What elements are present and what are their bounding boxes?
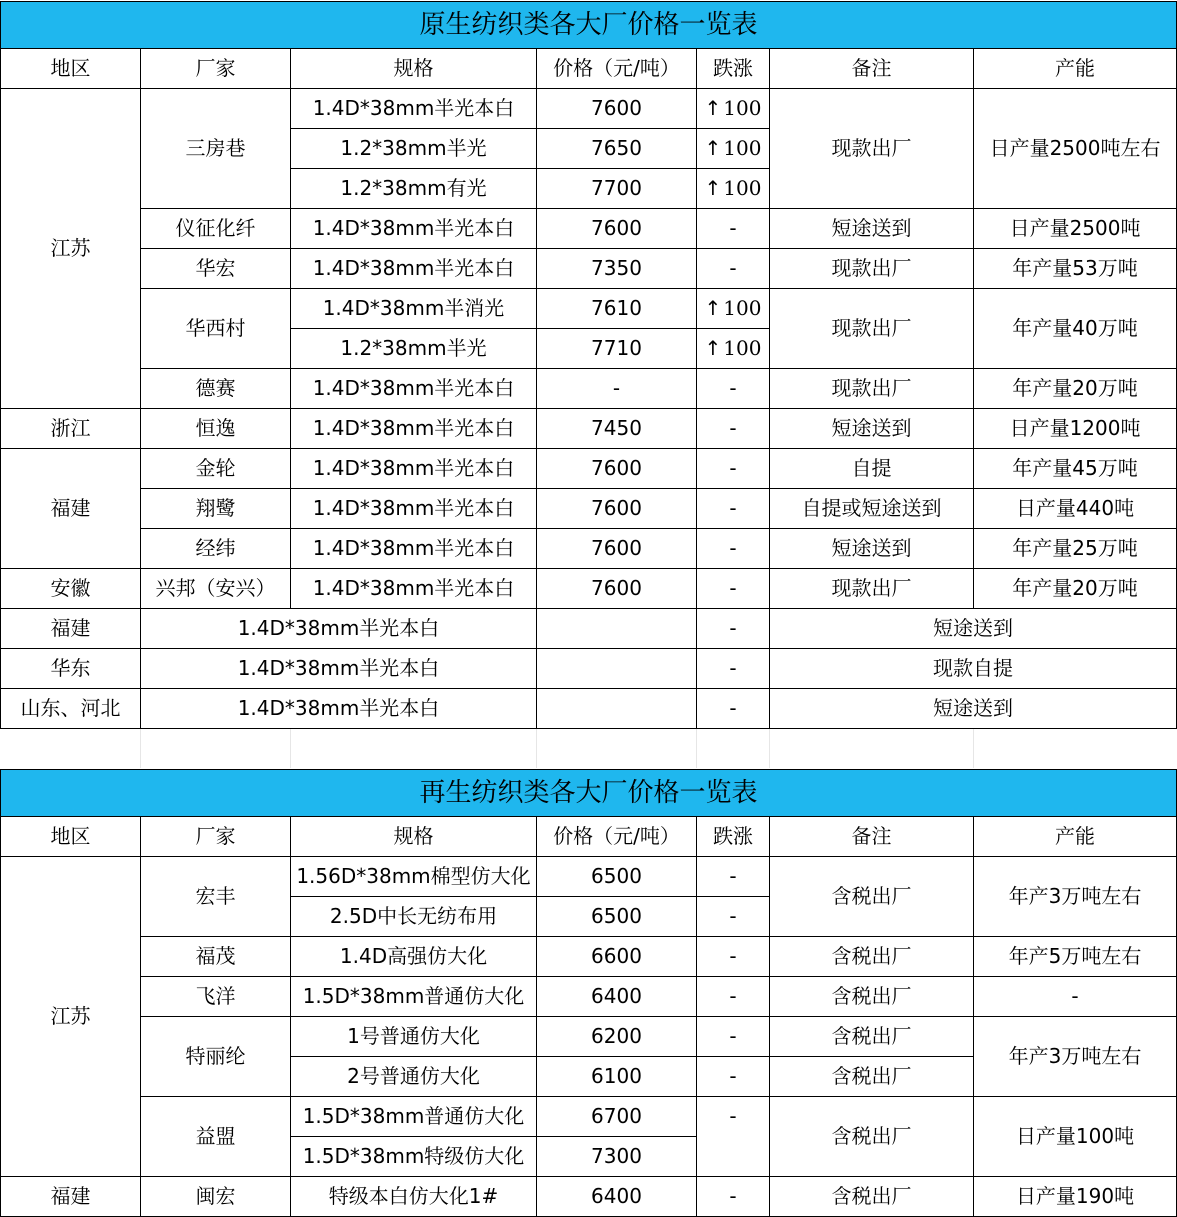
up-arrow-icon: ↑ — [704, 96, 722, 120]
price-cell: 6400 — [537, 977, 697, 1017]
remark-cell: 含税出厂 — [770, 1017, 974, 1057]
spec-cell: 1号普通仿大化 — [291, 1017, 537, 1057]
remark-cell: 含税出厂 — [770, 1097, 974, 1177]
price-cell: 6100 — [537, 1057, 697, 1097]
price-cell — [537, 689, 697, 729]
remark-cell: 现款出厂 — [770, 289, 974, 369]
table-row — [1, 249, 1177, 289]
spec-cell: 1.4D*38mm半消光 — [291, 289, 537, 329]
price-cell — [537, 609, 697, 649]
gridline — [769, 729, 770, 768]
price-cell: 7600 — [537, 489, 697, 529]
table-row — [1, 857, 1177, 897]
change-cell: ↑ 100 — [697, 129, 770, 169]
change-cell: - — [697, 529, 770, 569]
capacity-cell: 日产量440吨 — [974, 489, 1177, 529]
remark-cell: 含税出厂 — [770, 977, 974, 1017]
remark-cell: 现款自提 — [770, 649, 1177, 689]
spec-cell: 1.4D*38mm半光本白 — [141, 689, 537, 729]
spec-cell: 1.4D*38mm半光本白 — [291, 249, 537, 289]
change-cell: ↑ 100 — [697, 329, 770, 369]
price-cell: 7650 — [537, 129, 697, 169]
factory-cell: 华西村 — [141, 289, 291, 369]
capacity-cell: 年产量20万吨 — [974, 369, 1177, 409]
capacity-cell: 年产5万吨左右 — [974, 937, 1177, 977]
table-row — [1, 449, 1177, 489]
region-cell: 江苏 — [1, 89, 141, 409]
price-cell: 7600 — [537, 529, 697, 569]
spec-cell: 1.4D*38mm半光本白 — [291, 489, 537, 529]
factory-cell: 仪征化纤 — [141, 209, 291, 249]
up-arrow-icon: ↑ — [704, 336, 722, 360]
factory-cell: 经纬 — [141, 529, 291, 569]
region-cell: 福建 — [1, 449, 141, 569]
gridline — [290, 729, 291, 768]
factory-cell: 德赛 — [141, 369, 291, 409]
remark-cell: 含税出厂 — [770, 937, 974, 977]
change-cell: ↑ 100 — [697, 169, 770, 209]
price-cell: 7710 — [537, 329, 697, 369]
remark-cell: 现款出厂 — [770, 569, 974, 609]
price-cell: 6500 — [537, 897, 697, 937]
gridline — [140, 729, 141, 768]
price-cell: 6600 — [537, 937, 697, 977]
capacity-cell: 日产量1200吨 — [974, 409, 1177, 449]
factory-cell: 飞洋 — [141, 977, 291, 1017]
factory-cell: 华宏 — [141, 249, 291, 289]
change-cell: - — [697, 609, 770, 649]
gridline — [536, 729, 537, 768]
remark-cell: 自提 — [770, 449, 974, 489]
spec-cell: 1.2*38mm有光 — [291, 169, 537, 209]
factory-cell: 翔鹭 — [141, 489, 291, 529]
header-price: 价格（元/吨） — [537, 49, 697, 89]
price-cell: 7600 — [537, 209, 697, 249]
factory-cell: 金轮 — [141, 449, 291, 489]
table-row — [1, 1097, 1177, 1137]
table-row — [1, 1017, 1177, 1057]
table-row — [1, 569, 1177, 609]
change-cell: - — [697, 977, 770, 1017]
price-cell: 6700 — [537, 1097, 697, 1137]
price-cell: 7600 — [537, 449, 697, 489]
change-cell: - — [697, 1017, 770, 1057]
factory-cell: 宏丰 — [141, 857, 291, 937]
factory-cell: 三房巷 — [141, 89, 291, 209]
remark-cell: 短途送到 — [770, 209, 974, 249]
change-cell: - — [697, 489, 770, 529]
spec-cell: 1.5D*38mm普通仿大化 — [291, 1097, 537, 1137]
header-change: 跌涨 — [697, 817, 770, 857]
remark-cell: 现款出厂 — [770, 89, 974, 209]
change-cell: - — [697, 649, 770, 689]
header-change: 跌涨 — [697, 49, 770, 89]
price-cell — [537, 649, 697, 689]
region-cell: 山东、河北 — [1, 689, 141, 729]
remark-cell: 含税出厂 — [770, 857, 974, 937]
up-arrow-icon: ↑ — [704, 136, 722, 160]
price-cell: 6500 — [537, 857, 697, 897]
remark-cell: 短途送到 — [770, 689, 1177, 729]
price-cell: 7350 — [537, 249, 697, 289]
spec-cell: 1.4D*38mm半光本白 — [291, 209, 537, 249]
table-row — [1, 649, 1177, 689]
header-remark: 备注 — [770, 817, 974, 857]
table-row — [1, 369, 1177, 409]
remark-cell: 短途送到 — [770, 609, 1177, 649]
change-cell: - — [697, 689, 770, 729]
spec-cell: 1.4D*38mm半光本白 — [291, 369, 537, 409]
header-row — [1, 49, 1177, 89]
table-row — [1, 689, 1177, 729]
header-remark: 备注 — [770, 49, 974, 89]
change-cell: - — [697, 569, 770, 609]
spec-cell: 1.4D*38mm半光本白 — [291, 89, 537, 129]
region-cell: 华东 — [1, 649, 141, 689]
raw-textile-price-table — [0, 1, 1177, 729]
capacity-cell: 日产量190吨 — [974, 1177, 1177, 1217]
remark-cell: 现款出厂 — [770, 249, 974, 289]
spec-cell: 1.4D*38mm半光本白 — [141, 649, 537, 689]
spec-cell: 1.4D*38mm半光本白 — [291, 449, 537, 489]
spec-cell: 1.4D*38mm半光本白 — [291, 529, 537, 569]
gridline — [696, 729, 697, 768]
header-spec: 规格 — [291, 817, 537, 857]
change-cell: - — [697, 369, 770, 409]
price-cell: 7610 — [537, 289, 697, 329]
change-cell: - — [697, 209, 770, 249]
change-cell: - — [697, 1097, 770, 1177]
up-arrow-icon: ↑ — [704, 176, 722, 200]
remark-cell: 含税出厂 — [770, 1177, 974, 1217]
change-cell: - — [697, 409, 770, 449]
factory-cell: 益盟 — [141, 1097, 291, 1177]
table-title: 再生纺织类各大厂价格一览表 — [1, 770, 1177, 817]
table-row — [1, 977, 1177, 1017]
capacity-cell: 年产3万吨左右 — [974, 857, 1177, 937]
factory-cell: 兴邦（安兴） — [141, 569, 291, 609]
region-cell: 江苏 — [1, 857, 141, 1177]
factory-cell: 闽宏 — [141, 1177, 291, 1217]
spec-cell: 2.5D中长无纺布用 — [291, 897, 537, 937]
change-cell: - — [697, 249, 770, 289]
table-row — [1, 89, 1177, 129]
price-cell: 7300 — [537, 1137, 697, 1177]
change-cell: - — [697, 449, 770, 489]
header-region: 地区 — [1, 817, 141, 857]
price-cell: 7600 — [537, 569, 697, 609]
region-cell: 福建 — [1, 609, 141, 649]
spec-cell: 特级本白仿大化1# — [291, 1177, 537, 1217]
price-cell: 7700 — [537, 169, 697, 209]
up-arrow-icon: ↑ — [704, 296, 722, 320]
header-capacity: 产能 — [974, 817, 1177, 857]
change-cell: ↑ 100 — [697, 289, 770, 329]
spec-cell: 2号普通仿大化 — [291, 1057, 537, 1097]
spec-cell: 1.5D*38mm特级仿大化 — [291, 1137, 537, 1177]
capacity-cell: 年产量40万吨 — [974, 289, 1177, 369]
header-region: 地区 — [1, 49, 141, 89]
header-spec: 规格 — [291, 49, 537, 89]
spec-cell: 1.2*38mm半光 — [291, 329, 537, 369]
remark-cell: 含税出厂 — [770, 1057, 974, 1097]
table-row — [1, 489, 1177, 529]
table-row — [1, 1177, 1177, 1217]
price-cell: 6200 — [537, 1017, 697, 1057]
table-row — [1, 529, 1177, 569]
spec-cell: 1.4D*38mm半光本白 — [291, 409, 537, 449]
table-title: 原生纺织类各大厂价格一览表 — [1, 2, 1177, 49]
capacity-cell: 日产量2500吨左右 — [974, 89, 1177, 209]
table-row — [1, 409, 1177, 449]
spec-cell: 1.2*38mm半光 — [291, 129, 537, 169]
recycled-textile-price-table — [0, 769, 1177, 1217]
change-cell: - — [697, 937, 770, 977]
change-cell: - — [697, 857, 770, 897]
region-cell: 安徽 — [1, 569, 141, 609]
capacity-cell: 年产量53万吨 — [974, 249, 1177, 289]
change-cell: - — [697, 897, 770, 937]
header-capacity: 产能 — [974, 49, 1177, 89]
spec-cell: 1.4D高强仿大化 — [291, 937, 537, 977]
remark-cell: 现款出厂 — [770, 369, 974, 409]
remark-cell: 短途送到 — [770, 409, 974, 449]
remark-cell: 短途送到 — [770, 529, 974, 569]
factory-cell: 福茂 — [141, 937, 291, 977]
factory-cell: 特丽纶 — [141, 1017, 291, 1097]
spec-cell: 1.5D*38mm普通仿大化 — [291, 977, 537, 1017]
table-row — [1, 937, 1177, 977]
table-row — [1, 609, 1177, 649]
capacity-cell: - — [974, 977, 1177, 1017]
price-cell: 7600 — [537, 89, 697, 129]
table-row — [1, 209, 1177, 249]
header-row — [1, 817, 1177, 857]
change-cell: - — [697, 1177, 770, 1217]
region-cell: 福建 — [1, 1177, 141, 1217]
price-cell: 7450 — [537, 409, 697, 449]
header-price: 价格（元/吨） — [537, 817, 697, 857]
spec-cell: 1.4D*38mm半光本白 — [141, 609, 537, 649]
factory-cell: 恒逸 — [141, 409, 291, 449]
table-row — [1, 289, 1177, 329]
region-cell: 浙江 — [1, 409, 141, 449]
capacity-cell: 年产量20万吨 — [974, 569, 1177, 609]
remark-cell: 自提或短途送到 — [770, 489, 974, 529]
change-cell: ↑ 100 — [697, 89, 770, 129]
gridline — [973, 729, 974, 768]
header-factory: 厂家 — [141, 49, 291, 89]
spec-cell: 1.56D*38mm棉型仿大化 — [291, 857, 537, 897]
capacity-cell: 日产量100吨 — [974, 1097, 1177, 1177]
capacity-cell: 年产量45万吨 — [974, 449, 1177, 489]
capacity-cell: 年产3万吨左右 — [974, 1017, 1177, 1097]
header-factory: 厂家 — [141, 817, 291, 857]
price-cell: - — [537, 369, 697, 409]
spacer-row — [0, 729, 1176, 768]
capacity-cell: 日产量2500吨 — [974, 209, 1177, 249]
spec-cell: 1.4D*38mm半光本白 — [291, 569, 537, 609]
price-cell: 6400 — [537, 1177, 697, 1217]
change-cell: - — [697, 1057, 770, 1097]
capacity-cell: 年产量25万吨 — [974, 529, 1177, 569]
